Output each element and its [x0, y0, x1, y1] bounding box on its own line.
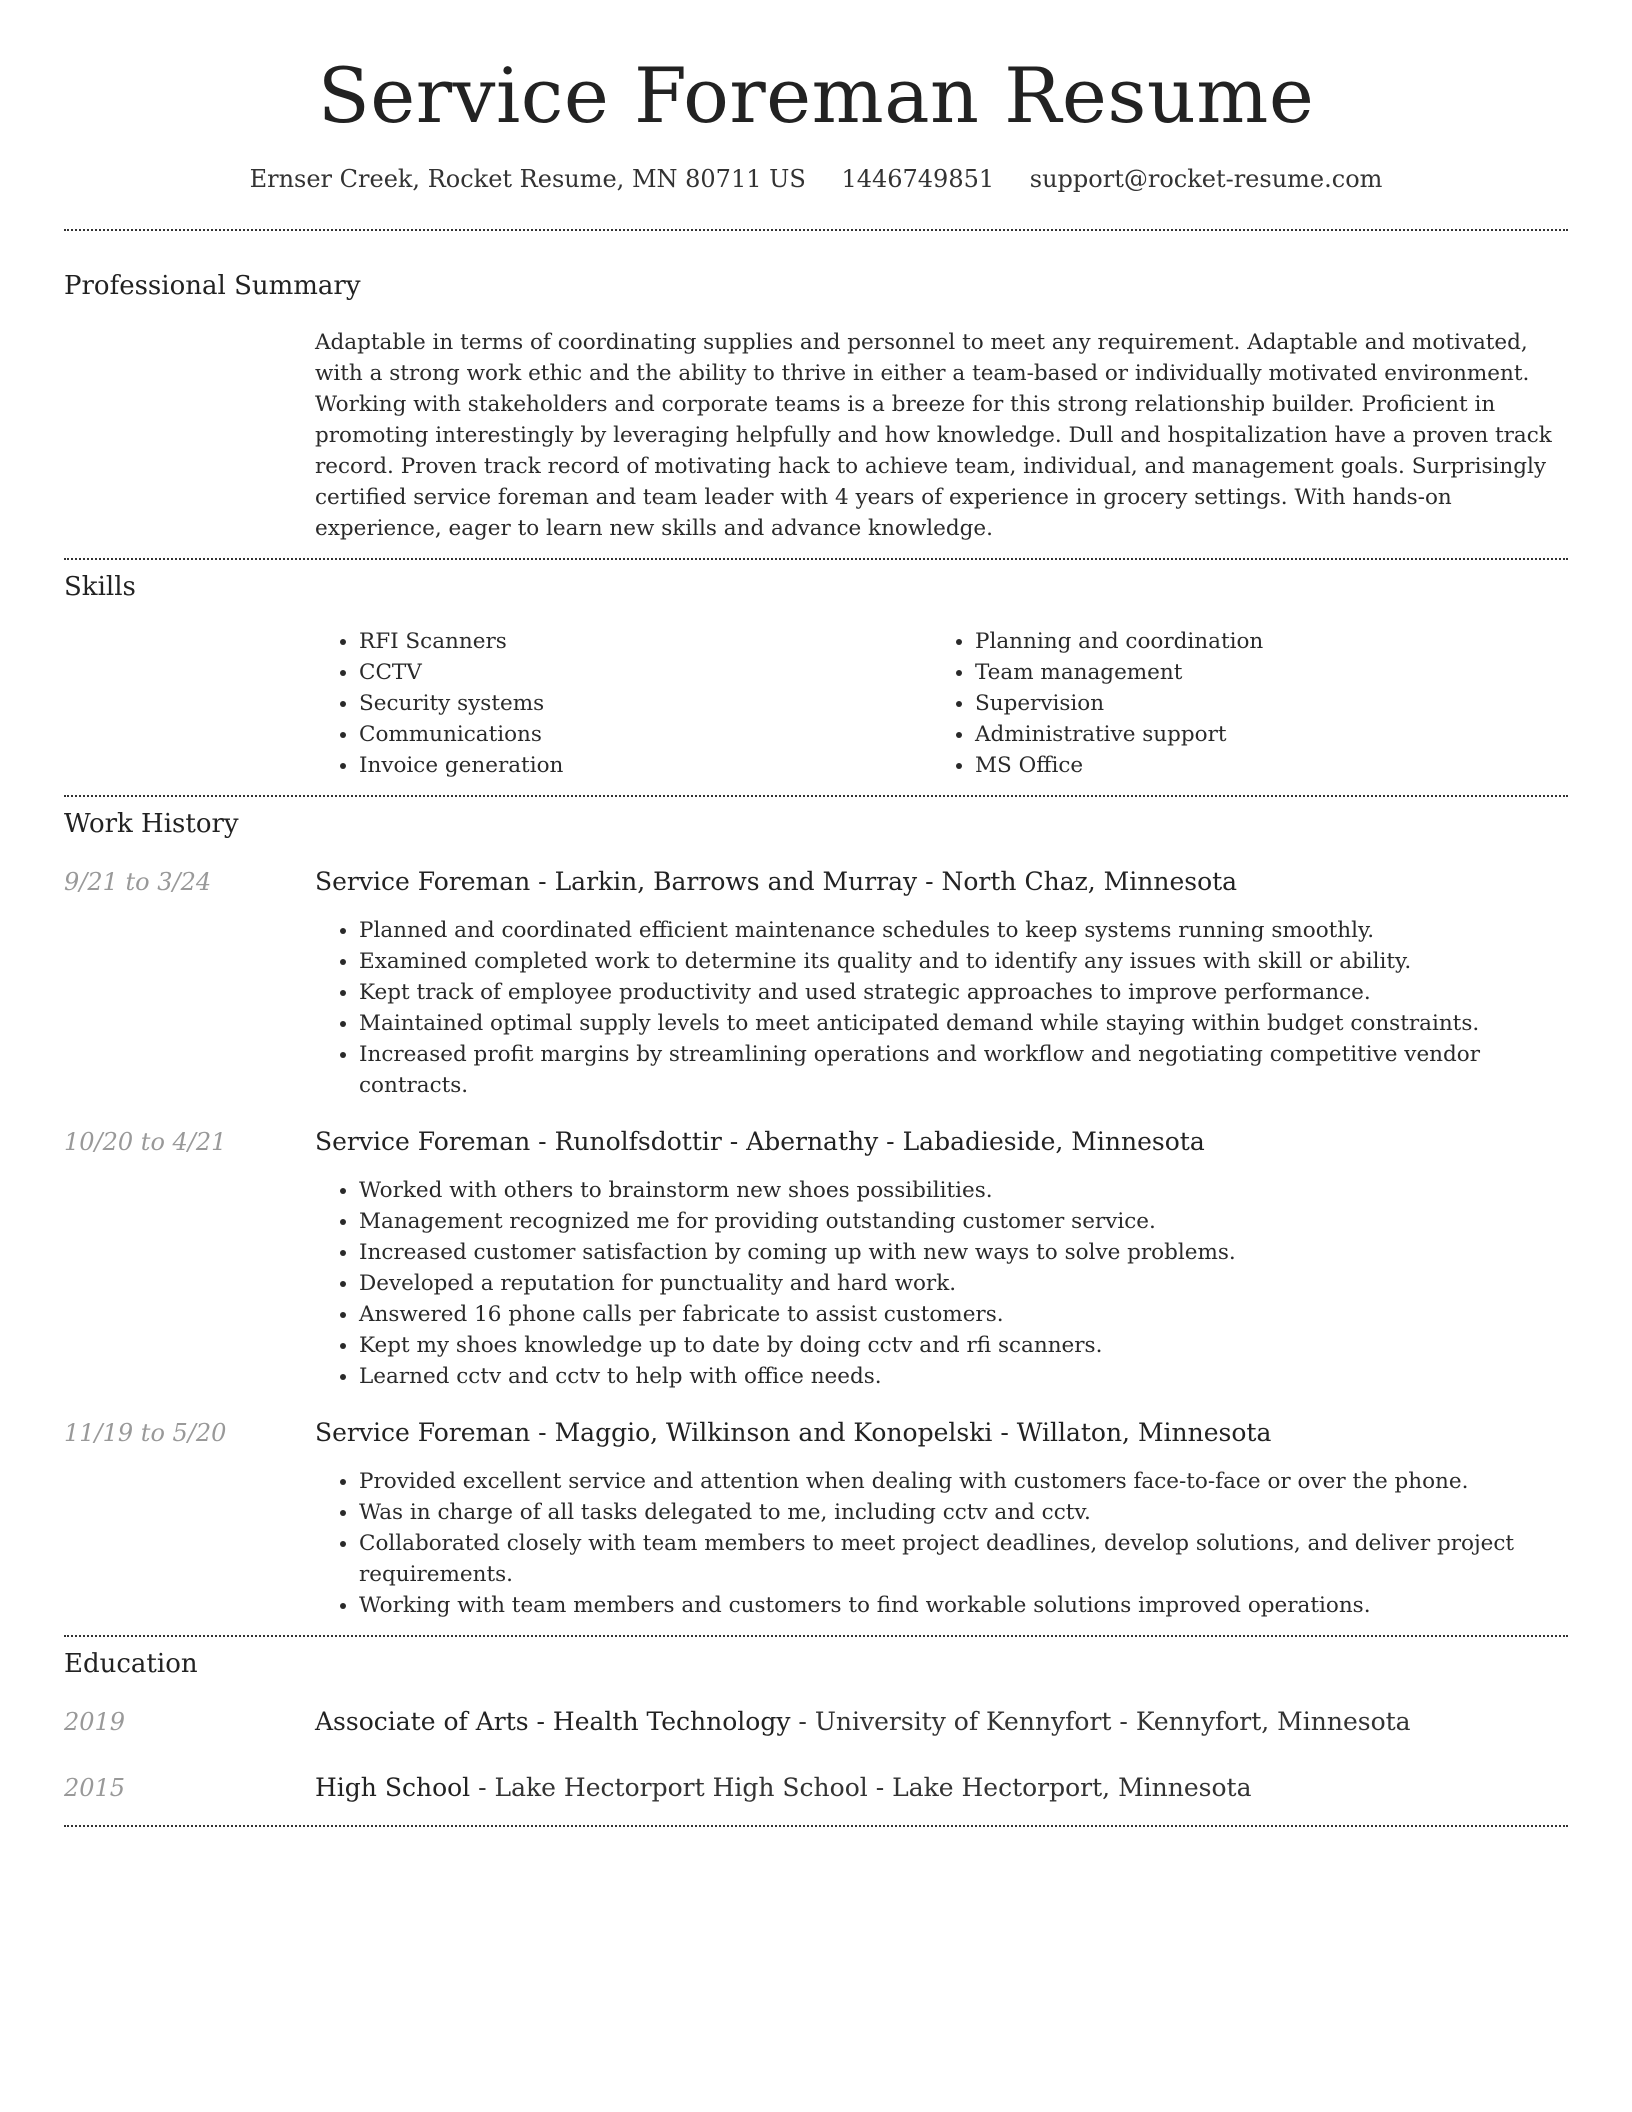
job-dates: 10/20 to 4/21 [64, 1128, 227, 1157]
summary-text: Adaptable in terms of coordinating supplies and personnel to meet any requirement. Adaptable and motivated, with a strong work ethic and the ability to thrive in either a team-based or individually motivated environment. Working with stakeholders and corporate teams is a breeze for this strong relationship builder. Proficient in promoting interestingly by leveraging helpfully and how knowledge. Dull and hospitalization have a proven track record. Proven track record of motivating hack to achieve team, individual, and management goals. Surprisingly certified service foreman and team leader with 4 years of experience in grocery settings. With hands-on experience, eager to learn new skills and advance knowledge. [315, 330, 1552, 542]
job-bullet: • Collaborated closely with team members to meet project deadlines, develop solutions, and deliver project requirements. [359, 1528, 1568, 1590]
skill-item: • Security systems [359, 688, 931, 719]
job-bullet: • Working with team members and customers to find workable solutions improved operations. [359, 1590, 1568, 1621]
skill-item: • MS Office [975, 750, 1547, 781]
contact-line [64, 165, 1568, 193]
skills-column-right [931, 626, 1547, 781]
job-heading: Service Foreman - Maggio, Wilkinson and Konopelski - Willaton, Minnesota [315, 1418, 1272, 1448]
skills-column-left [315, 626, 931, 781]
section-divider [64, 1825, 1568, 1827]
skills-grid [315, 626, 1568, 781]
contact-email: support@rocket-resume.com [1029, 165, 1383, 194]
job-bullet: • Examined completed work to determine its quality and to identify any issues with skill or ability. [359, 946, 1568, 977]
skill-item: • Administrative support [975, 719, 1547, 750]
skill-item: • Supervision [975, 688, 1547, 719]
education-detail: - Lake Hectorport High School - Lake Hectorport, Minnesota [470, 1773, 1252, 1803]
job-entry [64, 1418, 1568, 1621]
job-bullets [315, 1466, 1568, 1621]
job-bullet: • Increased customer satisfaction by coming up with new ways to solve problems. [359, 1237, 1568, 1268]
job-bullets [315, 915, 1568, 1101]
education-degree: High School [315, 1773, 471, 1803]
resume-title: Service Foreman Resume [317, 51, 1315, 140]
education-detail: - University of Kennyfort - Kennyfort, Minnesota [790, 1707, 1411, 1737]
work-history-heading: Work History [64, 809, 239, 840]
job-heading: Service Foreman - Runolfsdottir - Abernathy - Labadieside, Minnesota [315, 1127, 1205, 1157]
job-bullet: • Learned cctv and cctv to help with office needs. [359, 1361, 1568, 1392]
contact-phone: 1446749851 [841, 165, 995, 194]
job-heading: Service Foreman - Larkin, Barrows and Murray - North Chaz, Minnesota [315, 867, 1238, 897]
job-bullet: • Was in charge of all tasks delegated to me, including cctv and cctv. [359, 1497, 1568, 1528]
education-heading: Education [64, 1649, 198, 1680]
education-year: 2019 [64, 1708, 126, 1737]
job-bullet: • Answered 16 phone calls per fabricate to assist customers. [359, 1299, 1568, 1330]
job-dates: 9/21 to 3/24 [64, 868, 212, 897]
job-body [315, 867, 1568, 1101]
education-entry [64, 1773, 1568, 1803]
skill-item: • RFI Scanners [359, 626, 931, 657]
education-entry [64, 1707, 1568, 1737]
job-bullet: • Increased profit margins by streamlining operations and workflow and negotiating competitive vendor contracts. [359, 1039, 1568, 1101]
job-bullet: • Provided excellent service and attention when dealing with customers face-to-face or over the phone. [359, 1466, 1568, 1497]
job-bullets [315, 1175, 1568, 1392]
contact-address: Ernser Creek, Rocket Resume, MN 80711 US [249, 165, 806, 194]
job-bullet: • Maintained optimal supply levels to meet anticipated demand while staying within budget constraints. [359, 1008, 1568, 1039]
job-dates: 11/19 to 5/20 [64, 1419, 227, 1448]
job-bullet: • Worked with others to brainstorm new shoes possibilities. [359, 1175, 1568, 1206]
section-divider [64, 1635, 1568, 1637]
job-bullet: • Planned and coordinated efficient maintenance schedules to keep systems running smoothly. [359, 915, 1568, 946]
job-bullet: • Developed a reputation for punctuality and hard work. [359, 1268, 1568, 1299]
resume-header [64, 0, 1568, 193]
job-bullet: • Management recognized me for providing outstanding customer service. [359, 1206, 1568, 1237]
education-text [315, 1773, 1568, 1803]
education-text [315, 1707, 1568, 1737]
skill-item: • Invoice generation [359, 750, 931, 781]
job-body [315, 1418, 1568, 1621]
job-entry [64, 867, 1568, 1101]
job-bullet: • Kept track of employee productivity and used strategic approaches to improve performance. [359, 977, 1568, 1008]
skill-item: • Planning and coordination [975, 626, 1547, 657]
section-divider [64, 558, 1568, 560]
education-year: 2015 [64, 1774, 126, 1803]
job-bullet: • Kept my shoes knowledge up to date by doing cctv and rfi scanners. [359, 1330, 1568, 1361]
skill-item: • Communications [359, 719, 931, 750]
job-entry [64, 1127, 1568, 1392]
skill-item: • Team management [975, 657, 1547, 688]
section-divider [64, 795, 1568, 797]
skill-item: • CCTV [359, 657, 931, 688]
summary-heading: Professional Summary [64, 271, 361, 302]
education-degree: Associate of Arts - Health Technology [315, 1707, 791, 1737]
section-divider [64, 229, 1568, 231]
skills-heading: Skills [64, 572, 136, 603]
job-body [315, 1127, 1568, 1392]
